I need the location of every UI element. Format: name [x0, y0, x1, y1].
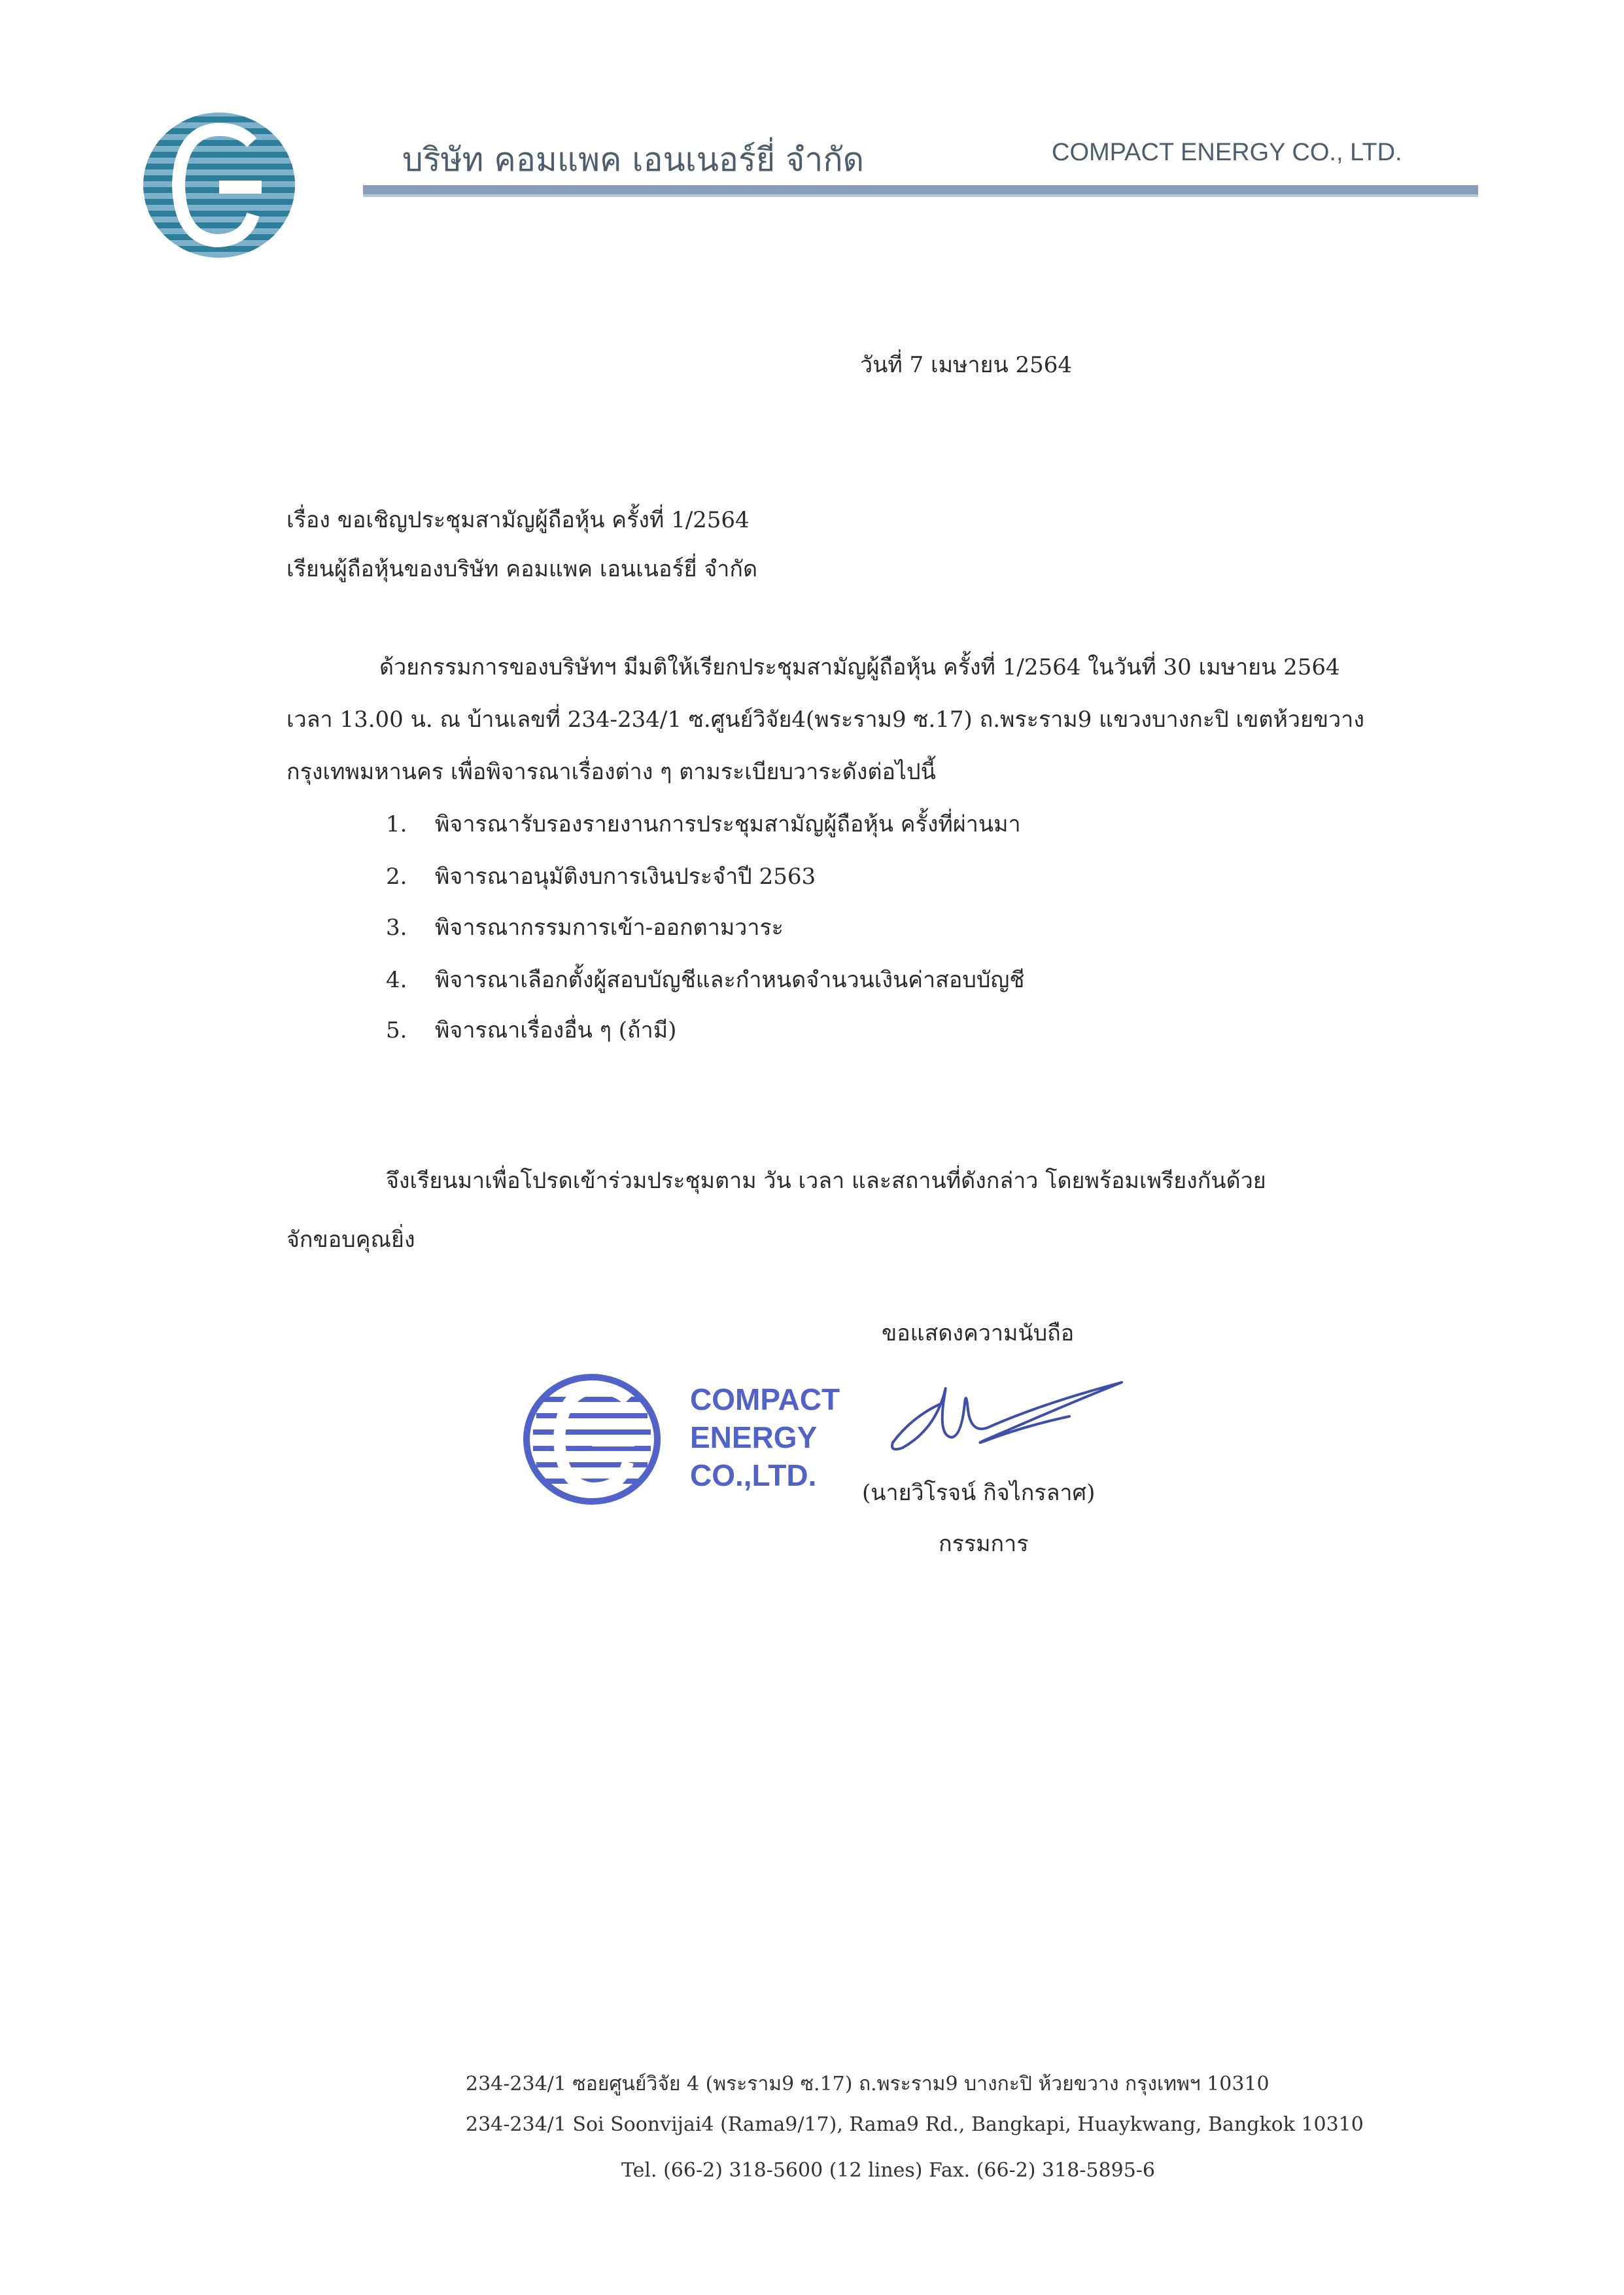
agenda-item-text: พิจารณาเรื่องอื่น ๆ (ถ้ามี) — [435, 1017, 677, 1043]
agenda-item-text: พิจารณาอนุมัติงบการเงินประจำปี 2563 — [435, 864, 816, 890]
company-name-english: COMPACT ENERGY CO., LTD. — [1052, 139, 1402, 166]
footer-address-english: 234-234/1 Soi Soonvijai4 (Rama9/17), Rama9 Rd., Bangkapi, Huaykwang, Bangkok 10310 — [466, 2113, 1364, 2136]
agenda-item-4 — [386, 967, 1024, 994]
signer-title: กรรมการ — [939, 1531, 1029, 1557]
footer-address-thai: 234-234/1 ซอยศูนย์วิจัย 4 (พระราม9 ซ.17) ถ.พระราม9 บางกะปิ ห้วยขวาง กรุงเทพฯ 10310 — [466, 2073, 1270, 2095]
agenda-item-number: 4. — [386, 967, 407, 993]
stamp-line-2: ENERGY — [690, 1420, 818, 1454]
stamp-line-3: CO.,LTD. — [690, 1458, 817, 1492]
agenda-item-number: 3. — [386, 915, 407, 941]
signature — [873, 1364, 1128, 1462]
letter-salutation: เรียนผู้ถือหุ้นของบริษัท คอมแพค เอนเนอร์ยี่ จำกัด — [286, 556, 758, 582]
agenda-item-3 — [386, 915, 784, 941]
agenda-item-text: พิจารณาเลือกตั้งผู้สอบบัญชีและกำหนดจำนวนเงินค่าสอบบัญชี — [435, 967, 1025, 993]
header-divider — [363, 185, 1478, 194]
globe-logo-icon — [141, 110, 298, 260]
letter-date: วันที่ 7 เมษายน 2564 — [860, 352, 1073, 378]
closing-line-1: จึงเรียนมาเพื่อโปรดเข้าร่วมประชุมตาม วัน เวลา และสถานที่ดังกล่าว โดยพร้อมเพรียงกันด้วย — [386, 1168, 1266, 1194]
company-name-thai: บริษัท คอมแพค เอนเนอร์ยี่ จำกัด — [402, 141, 865, 179]
stamp-line-1: COMPACT — [690, 1382, 840, 1416]
agenda-item-number: 5. — [386, 1017, 407, 1043]
agenda-item-5 — [386, 1017, 676, 1044]
closing-line-2: จักขอบคุณยิ่ง — [286, 1227, 415, 1253]
agenda-item-1 — [386, 811, 1021, 838]
agenda-item-number: 2. — [386, 864, 407, 890]
footer-contact: Tel. (66-2) 318-5600 (12 lines) Fax. (66-2) 318-5895-6 — [621, 2159, 1156, 2182]
agenda-item-text: พิจารณารับรองรายงานการประชุมสามัญผู้ถือหุ้น ครั้งที่ผ่านมา — [435, 811, 1021, 837]
body-line-2: เวลา 13.00 น. ณ บ้านเลขที่ 234-234/1 ซ.ศูนย์วิจัย4(พระราม9 ซ.17) ถ.พระราม9 แขวงบางกะปิ เขตห้วยขวาง — [286, 707, 1364, 733]
closing-regards: ขอแสดงความนับถือ — [882, 1320, 1075, 1346]
signer-name: (นายวิโรจน์ กิจไกรลาศ) — [862, 1480, 1096, 1506]
stamp-globe-icon — [527, 1377, 657, 1501]
letter-subject: เรื่อง ขอเชิญประชุมสามัญผู้ถือหุ้น ครั้งที่ 1/2564 — [286, 507, 750, 533]
body-line-1: ด้วยกรรมการของบริษัทฯ มีมติให้เรียกประชุมสามัญผู้ถือหุ้น ครั้งที่ 1/2564 ในวันที่ 30 เมษายน 2564 — [379, 654, 1340, 680]
company-logo — [141, 110, 298, 260]
agenda-item-2 — [386, 864, 816, 890]
agenda-item-number: 1. — [386, 811, 407, 837]
agenda-item-text: พิจารณากรรมการเข้า-ออกตามวาระ — [435, 915, 784, 941]
company-stamp — [523, 1364, 850, 1515]
body-line-3: กรุงเทพมหานคร เพื่อพิจารณาเรื่องต่าง ๆ ตามระเบียบวาระดังต่อไปนี้ — [286, 759, 936, 785]
